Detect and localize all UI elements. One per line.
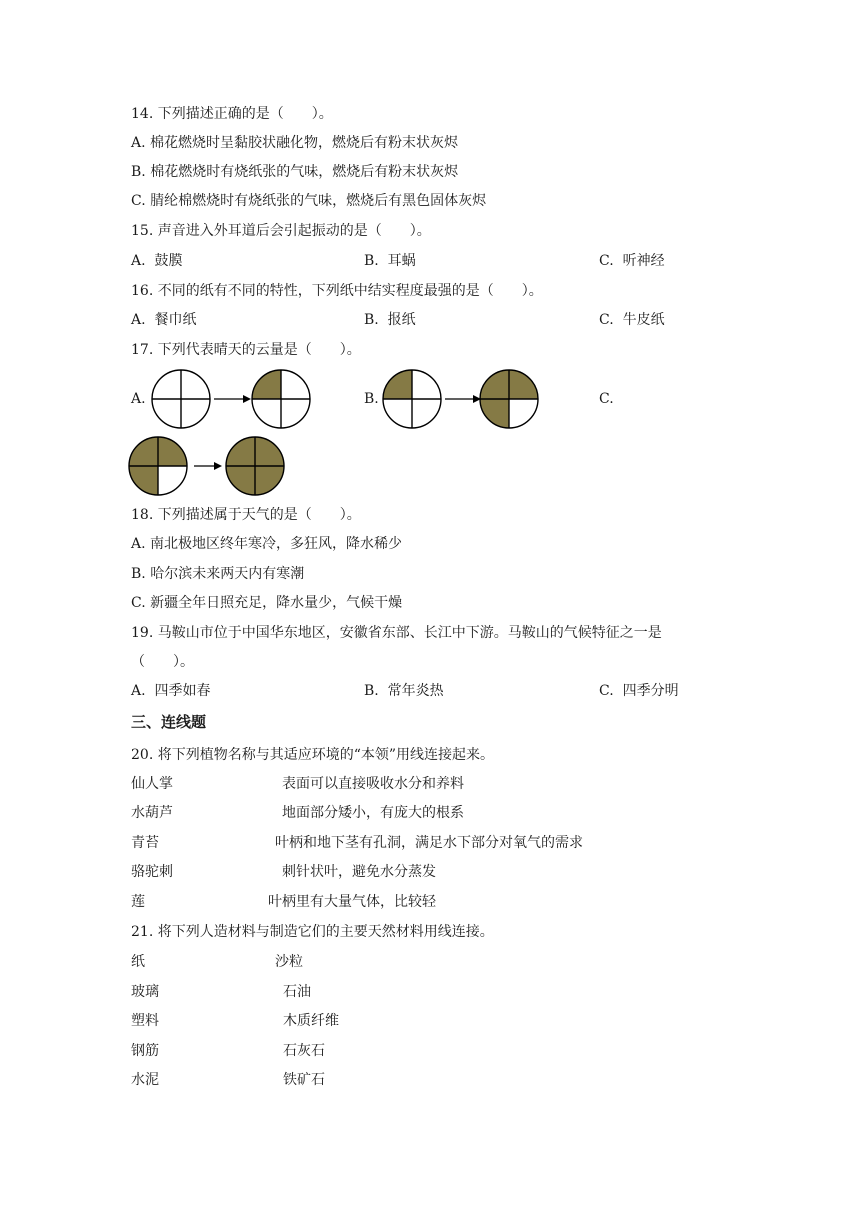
q19-option-b: B. 常年炎热 [364,683,444,699]
cloud-cover-circle [480,370,538,428]
q16-stem: 16. 不同的纸有不同的特性，下列纸中结实程度最强的是（ ）。 [131,283,543,299]
q21-right-item: 沙粒 [275,954,303,970]
q20-right-item: 地面部分矮小，有庞大的根系 [282,805,464,821]
q17-option-b-figure [381,366,573,432]
q16-option-c: C. 牛皮纸 [599,312,665,328]
cloud-cover-circle [383,370,441,428]
q15-stem: 15. 声音进入外耳道后会引起振动的是（ ）。 [131,223,431,239]
q14-option-c: C. 腈纶棉燃烧时有烧纸张的气味，燃烧后有黑色固体灰烬 [131,193,487,209]
q18-option-c: C. 新疆全年日照充足，降水量少，气候干燥 [131,595,403,611]
q18-option-a: A. 南北极地区终年寒冷，多狂风，降水稀少 [131,536,403,552]
q16-option-b: B. 报纸 [364,312,416,328]
q19-option-c: C. 四季分明 [599,683,679,699]
q20-right-item: 刺针状叶，避免水分蒸发 [282,864,436,880]
cloud-cover-circle [252,370,310,428]
q21-left-item: 玻璃 [131,984,159,1000]
q20-stem: 20. 将下列植物名称与其适应环境的“本领”用线连接起来。 [131,747,495,763]
q19-stem-line2: （ ）。 [131,654,194,670]
q21-stem: 21. 将下列人造材料与制造它们的主要天然材料用线连接。 [131,924,494,940]
q18-option-b: B. 哈尔滨未来两天内有寒潮 [131,566,305,582]
q15-option-c: C. 听神经 [599,253,665,269]
q20-right-item: 表面可以直接吸收水分和养料 [282,776,464,792]
cloud-cover-circle [152,370,210,428]
q21-left-item: 钢筋 [131,1043,159,1059]
q20-left-item: 水葫芦 [131,805,173,821]
q21-right-item: 石灰石 [283,1043,325,1059]
q20-left-item: 仙人掌 [131,776,173,792]
q14-option-a: A. 棉花燃烧时呈黏胶状融化物，燃烧后有粉末状灰烬 [131,135,459,151]
q17-option-c-figure [126,433,318,499]
q21-right-item: 木质纤维 [283,1013,339,1029]
section-heading: 三、连线题 [131,713,207,731]
cloud-cover-circle [226,437,284,495]
q17-stem: 17. 下列代表晴天的云量是（ ）。 [131,342,361,358]
q17-label-c: C. [599,391,614,407]
q17-option-a-figure [148,366,340,432]
q19-stem-line1: 19. 马鞍山市位于中国华东地区，安徽省东部、长江中下游。马鞍山的气候特征之一是 [131,625,662,641]
q17-label-a: A. [131,391,146,407]
arrow-icon [445,395,481,403]
q21-left-item: 水泥 [131,1072,159,1088]
q21-left-item: 塑料 [131,1013,159,1029]
arrow-icon [194,462,222,470]
q16-option-a: A. 餐巾纸 [131,312,197,328]
q20-right-item: 叶柄里有大量气体，比较轻 [268,894,436,910]
q21-right-item: 铁矿石 [283,1072,325,1088]
q14-option-b: B. 棉花燃烧时有烧纸张的气味，燃烧后有粉末状灰烬 [131,164,459,180]
q20-left-item: 骆驼刺 [131,864,173,880]
q14-stem: 14. 下列描述正确的是（ ）。 [131,106,333,122]
q20-left-item: 莲 [131,894,145,910]
q19-option-a: A. 四季如春 [131,683,211,699]
q17-label-b: B. [364,391,379,407]
q18-stem: 18. 下列描述属于天气的是（ ）。 [131,507,361,523]
q21-right-item: 石油 [283,984,311,1000]
q15-option-a: A. 鼓膜 [131,253,183,269]
q20-right-item: 叶柄和地下茎有孔洞，满足水下部分对氧气的需求 [275,835,583,851]
q15-option-b: B. 耳蜗 [364,253,416,269]
cloud-cover-circle [129,437,187,495]
q20-left-item: 青苔 [131,835,159,851]
q21-left-item: 纸 [131,954,145,970]
arrow-icon [214,395,251,403]
